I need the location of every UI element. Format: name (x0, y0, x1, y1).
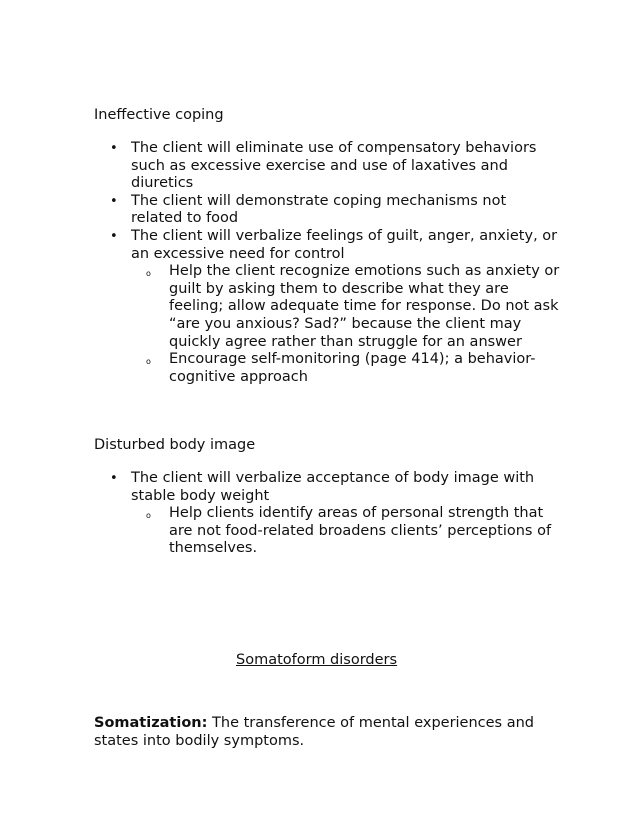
sub-list-item-text: Help the client recognize emotions such as anxiety or guilt by asking them to describe what they are feeling; allow adequate time for response. Do not ask “are you anxious? Sad?” because the client may quickly agree rather than struggle for an answer (169, 263, 560, 350)
sub-bullet-icon: o (146, 511, 151, 521)
intervention-list (131, 263, 560, 386)
bullet-icon: • (110, 141, 118, 156)
list-item (0, 140, 560, 193)
section-heading-ineffective-coping: Ineffective coping (94, 107, 224, 123)
definition-text: The transference of mental experiences and states into bodily symptoms. (94, 715, 535, 749)
goal-list-ineffective-coping (0, 140, 560, 386)
list-item-text: The client will eliminate use of compensatory behaviors such as excessive exercise and use of laxatives and diuretics (131, 140, 537, 192)
list-item-text: The client will demonstrate coping mechanisms not related to food (131, 192, 507, 227)
definition-term: Somatization: (94, 715, 208, 731)
sub-bullet-icon: o (146, 269, 151, 279)
definition-paragraph (94, 715, 546, 750)
intervention-list (131, 505, 560, 558)
sub-list-item (131, 263, 560, 351)
sub-list-item-text: Encourage self-monitoring (page 414); a behavior-cognitive approach (169, 351, 536, 385)
sub-list-item (131, 351, 560, 386)
bullet-icon: • (110, 228, 118, 244)
sub-list-item-text: Help clients identify areas of personal strength that are not food-related broadens clients’ perceptions of themselves. (169, 505, 552, 557)
list-item (0, 193, 560, 228)
goal-list-body-image (0, 470, 560, 558)
list-item-text: The client will verbalize acceptance of body image with stable body weight (131, 470, 535, 504)
sub-list-item (131, 505, 560, 558)
list-item-text: The client will verbalize feelings of guilt, anger, anxiety, or an excessive need for control (131, 227, 558, 262)
sub-bullet-icon: o (146, 357, 151, 367)
section-title-somatoform-disorders: Somatoform disorders (236, 652, 398, 668)
section-heading-disturbed-body-image: Disturbed body image (94, 437, 256, 453)
list-item (0, 470, 560, 558)
list-item (0, 228, 560, 386)
bullet-icon: • (110, 471, 118, 486)
bullet-icon: • (110, 193, 118, 209)
